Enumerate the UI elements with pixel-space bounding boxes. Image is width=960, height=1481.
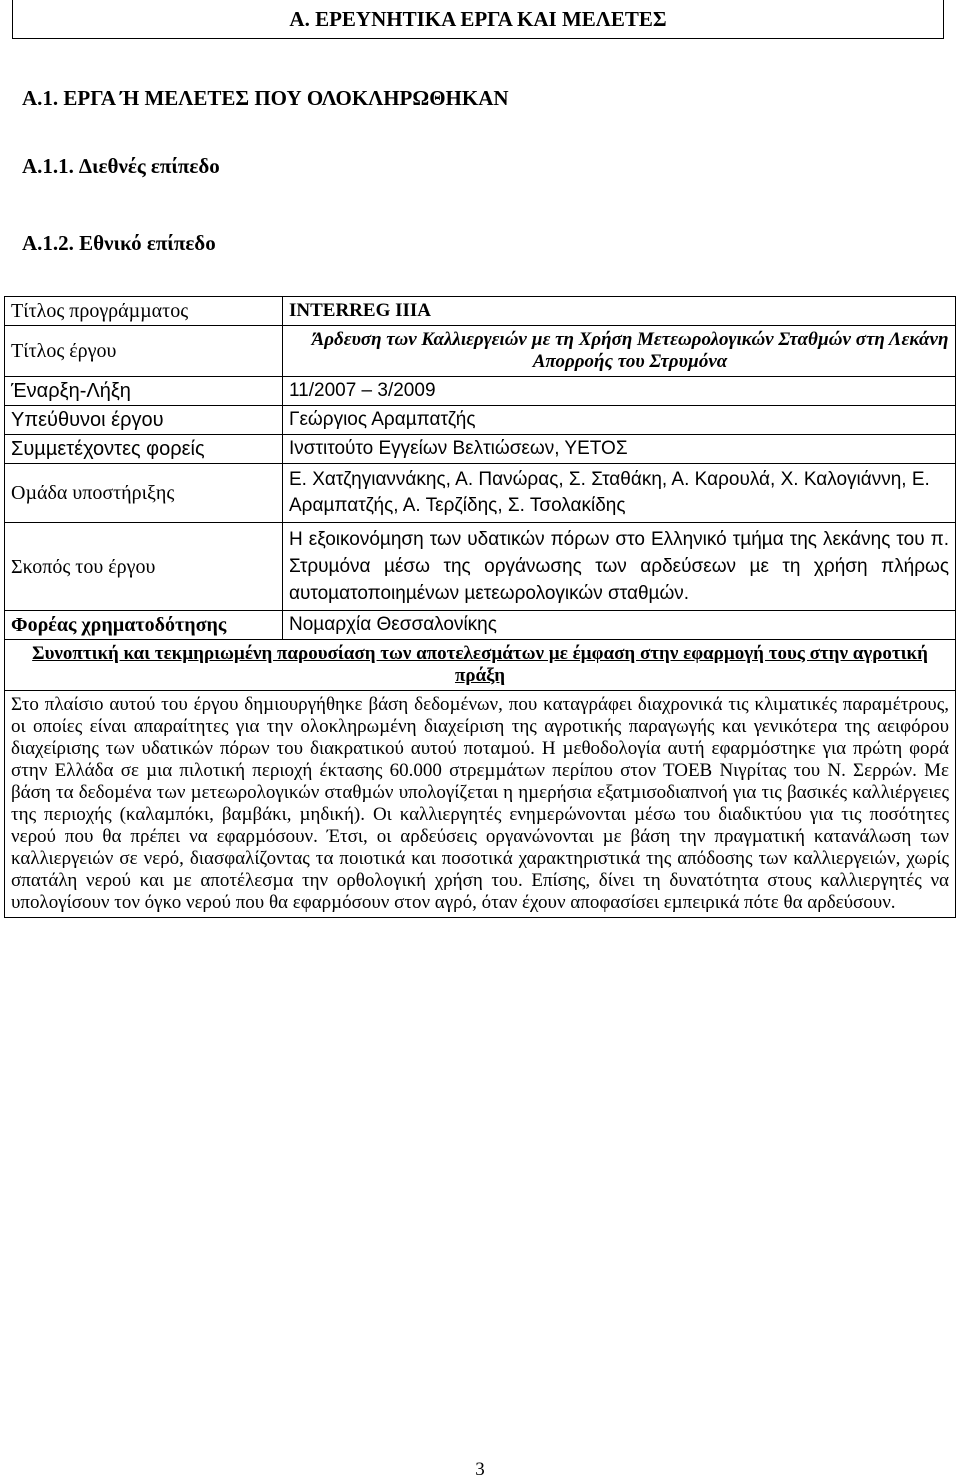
funding-value: Νοµαρχία Θεσσαλονίκης <box>283 611 956 640</box>
responsible-value: Γεώργιος Αραµπατζής <box>283 406 956 435</box>
section-header-title: Α. ΕΡΕΥΝΗΤΙΚΑ ΕΡΓΑ ΚΑΙ ΜΕΛΕΤΕΣ <box>289 6 667 31</box>
responsible-label: Υπεύθυνοι έργου <box>5 406 283 435</box>
project-title-label: Τίτλος έργου <box>5 326 283 377</box>
row-funding <box>5 611 956 640</box>
row-period <box>5 377 956 406</box>
partners-value: Ινστιτούτο Εγγείων Βελτιώσεων, ΥΕΤΟΣ <box>283 435 956 464</box>
project-info-table <box>4 296 956 918</box>
period-value: 11/2007 – 3/2009 <box>283 377 956 406</box>
program-value: INTERREG IIIA <box>283 297 956 326</box>
purpose-value: Η εξοικονόµηση των υδατικών πόρων στο Ελληνικό τµήµα της λεκάνης του π. Στρυµόνα µέσω της οργάνωσης των αρδεύσεων µε τη χρήση πλήρως αυτοµατοποιηµένων µετεωρολογικών σταθµών. <box>283 523 956 611</box>
period-label: Έναρξη-Λήξη <box>5 377 283 406</box>
summary-text: Στο πλαίσιο αυτού του έργου δηµιουργήθηκε βάση δεδοµένων, που καταγράφει διαχρονικά τις κλιµατικές παραµέτρους, οι οποίες είναι απαραίτητες για την ολοκληρωµένη διαχείριση της αγροτικής παραγωγής και γενικότερα της αειφόρου διαχείρισης των υδατικών πόρων του διακρατικού αυτού ποταµού. Η µεθοδολογία αυτή εφαρµόστηκε για πρώτη φορά στην Ελλάδα σε µια πιλοτική περιοχή έκτασης 60.000 στρεµµάτων περίπου στον ΤΟΕΒ Νιγρίτας του Ν. Σερρών. Με βάση τα δεδοµένα των µετεωρολογικών σταθµών υπολογίζεται η ηµερήσια εξατµισοδιαπνοή για τις βασικές καλλιέργειες της περιοχής (καλαµπόκι, βαµβάκι, µηδική). Οι καλλιεργητές ενηµερώνονται µέσω του διαδικτύου για τις ποσότητες νερού που θα πρέπει να εφαρµόσουν. Έτσι, οι αρδεύσεις οργανώνονται µε βάση την πραγµατική κατανάλωση των καλλιεργειών σε νερό, διασφαλίζοντας τα ποιοτικά και ποσοτικά χαρακτηριστικά της απόδοσης των καλλιεργειών, χωρίς σπατάλη νερού και µε αποτέλεσµα την ορθολογική χρήση του. Επίσης, δίνει τη δυνατότητα στους καλλιεργητές να υπολογίσουν τον όγκο νερού που θα εφαρµόσουν στον αγρό, όταν έχουν αποφασίσει εµπειρικά πότε θα αρδεύσουν. <box>5 691 956 918</box>
row-support-team <box>5 464 956 523</box>
row-summary-heading <box>5 640 956 691</box>
partners-label: Συµµετέχοντες φορείς <box>5 435 283 464</box>
funding-label: Φορέας χρηµατοδότησης <box>5 611 283 640</box>
support-team-value: Ε. Χατζηγιαννάκης, Α. Πανώρας, Σ. Σταθάκη, Α. Καρουλά, Χ. Καλογιάννη, Ε. Αραµπατζής, Α. Τερζίδης, Σ. Τσολακίδης <box>283 464 956 523</box>
project-title-value: Άρδευση των Καλλιεργειών µε τη Χρήση Μετεωρολογικών Σταθµών στη Λεκάνη Απορροής του Στρυµόνα <box>283 326 956 377</box>
row-responsible <box>5 406 956 435</box>
heading-national-level: Α.1.2. Εθνικό επίπεδο <box>22 231 216 255</box>
row-partners <box>5 435 956 464</box>
row-project-title <box>5 326 956 377</box>
row-summary-text <box>5 691 956 918</box>
page-number: 3 <box>475 1459 485 1480</box>
purpose-label: Σκοπός του έργου <box>5 523 283 611</box>
support-team-label: Οµάδα υποστήριξης <box>5 464 283 523</box>
heading-completed-projects: Α.1. ΕΡΓΑ Ή ΜΕΛΕΤΕΣ ΠΟΥ ΟΛΟΚΛΗΡΩΘΗΚΑΝ <box>22 86 509 110</box>
summary-heading: Συνοπτική και τεκµηριωµένη παρουσίαση των αποτελεσµάτων µε έµφαση στην εφαρµογή τους στην αγροτική πράξη <box>5 640 956 691</box>
heading-international-level: Α.1.1. ∆ιεθνές επίπεδο <box>22 154 220 178</box>
row-purpose <box>5 523 956 611</box>
section-header-box <box>12 0 944 39</box>
program-label: Τίτλος προγράµµατος <box>5 297 283 326</box>
row-program <box>5 297 956 326</box>
